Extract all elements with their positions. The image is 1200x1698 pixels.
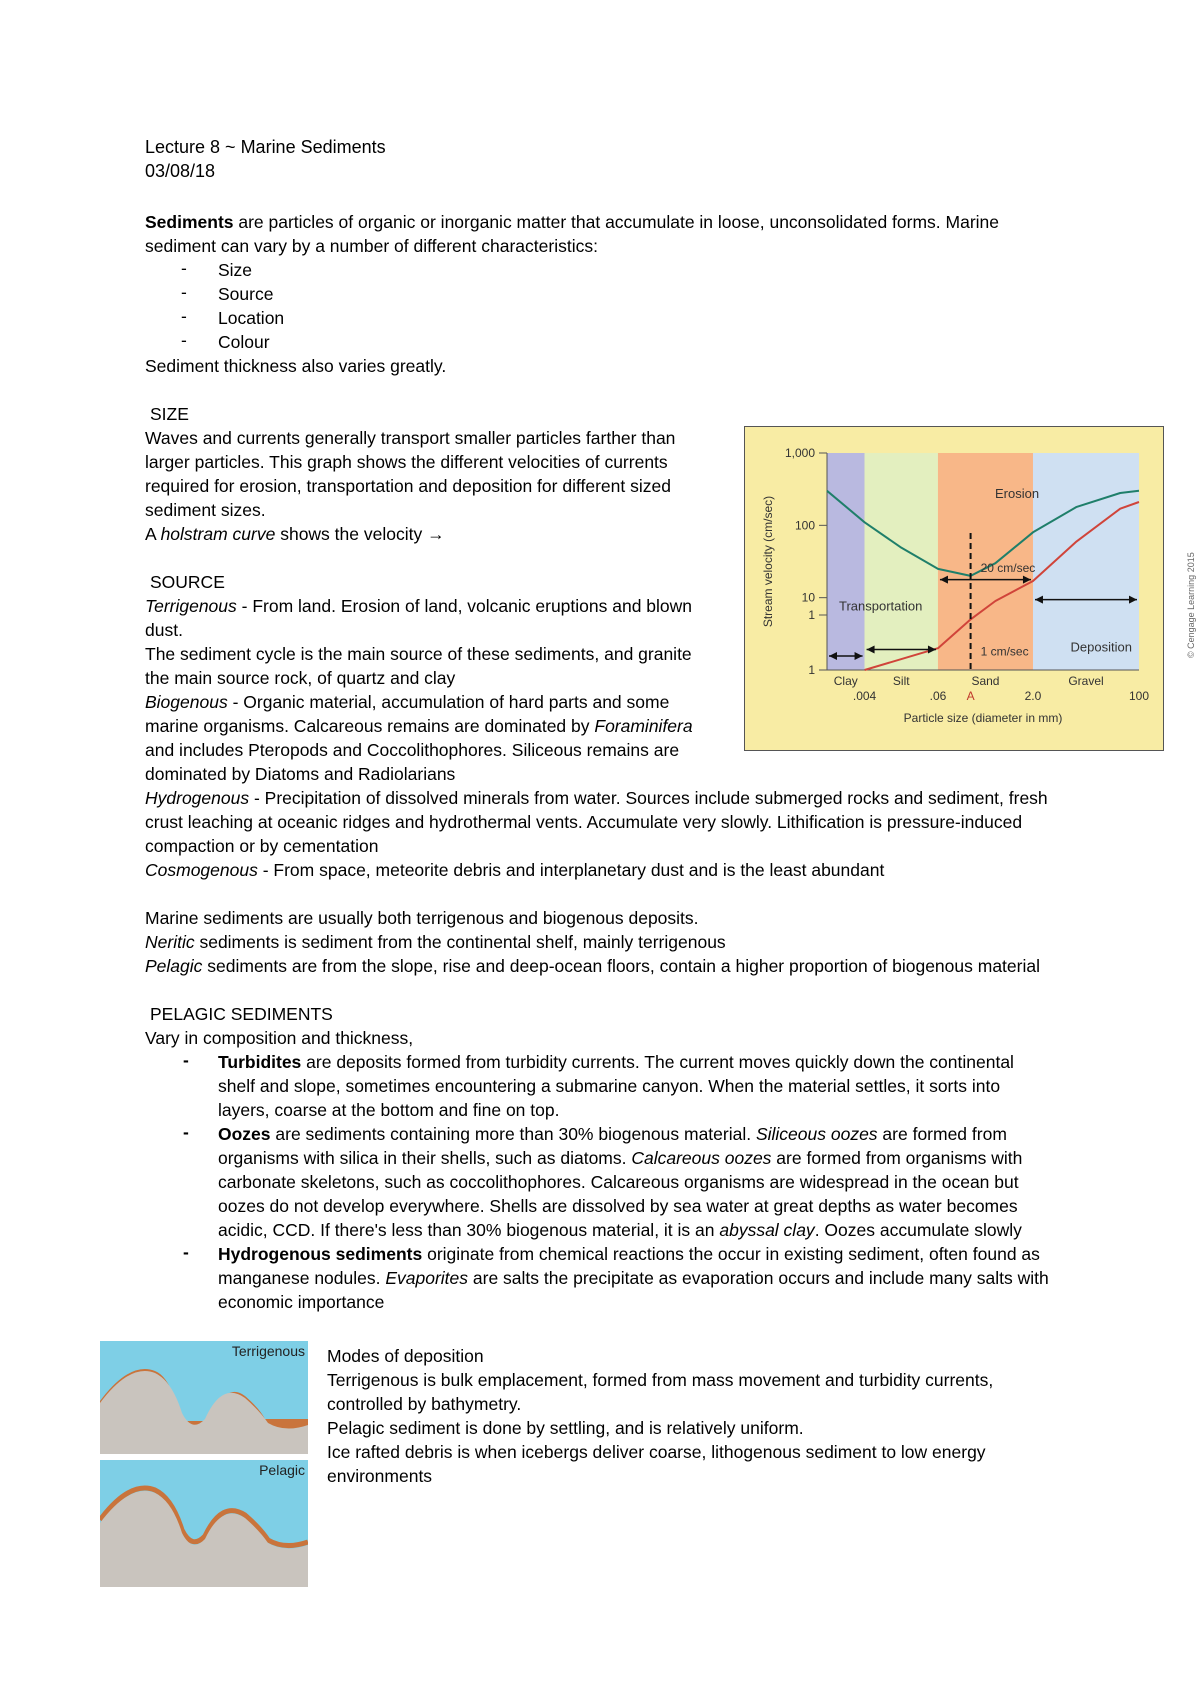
terrigenous-line-1: Terrigenous - From land. Erosion of land, volcanic eruptions and blown (145, 596, 693, 616)
x-tick-label: .06 (929, 689, 947, 703)
list-item: Colour (218, 332, 270, 352)
size-heading: SIZE (150, 404, 189, 424)
bullet-dash: - (183, 1242, 189, 1262)
neritic-line: Neritic sediments is sediment from the continental shelf, mainly terrigenous (145, 932, 726, 952)
intro-line-1: Sediments are particles of organic or inorganic matter that accumulate in loose, unconsolidated forms. Marine (145, 212, 1000, 232)
hydrogenous-line-1: Hydrogenous - Precipitation of dissolved minerals from water. Sources include submerged rocks and sediment, fresh (145, 788, 1048, 808)
annotation-1cm: 1 cm/sec (980, 644, 1029, 659)
x-tick-label: 100 (1128, 689, 1150, 703)
hydrogenous-line-3: compaction or by cementation (145, 836, 379, 856)
y-axis-title: Stream velocity (cm/sec) (761, 495, 775, 628)
hjulstrom-chart (744, 426, 1164, 751)
turbidites-line-2: shelf and slope, sometimes encountering a submarine canyon. When the material settles, it sorts into (218, 1076, 1001, 1096)
deposits-line: Marine sediments are usually both terrigenous and biogenous deposits. (145, 908, 699, 928)
zone-label: Sand (971, 674, 1000, 688)
zone-label: Clay (833, 674, 858, 688)
oozes-line-1: Oozes are sediments containing more than 30% biogenous material. Siliceous oozes are formed from (218, 1124, 1007, 1144)
holstram-term: holstram curve (160, 524, 276, 544)
y-tick-label: 100 (794, 518, 815, 533)
size-line: required for erosion, transportation and deposition for different sized (145, 476, 671, 496)
hydrogenous-sed-line-2: manganese nodules. Evaporites are salts the precipitate as evaporation occurs and include many salts with (218, 1268, 1049, 1288)
pelagic-heading: PELAGIC SEDIMENTS (150, 1004, 333, 1024)
hydrogenous-sed-line-1: Hydrogenous sediments originate from chemical reactions the occur in existing sediment, often found as (218, 1244, 1040, 1264)
zone-label: Silt (892, 674, 910, 688)
x-tick-label: 2.0 (1024, 689, 1042, 703)
oozes-line-3: carbonate skeletons, such as coccolithophores. Calcareous organisms are widespread in the ocean but (218, 1172, 1019, 1192)
holstram-line: A holstram curve shows the velocity → (145, 524, 445, 544)
pelagic-panel (100, 1460, 308, 1587)
terrigenous-line-2: dust. (145, 620, 183, 640)
turbidites-line-1: Turbidites are deposits formed from turbidity currents. The current moves quickly down the continental (218, 1052, 1014, 1072)
size-line: Waves and currents generally transport smaller particles farther than (145, 428, 676, 448)
y-tick-label: 1 (808, 663, 815, 677)
region-label-transportation: Transportation (839, 598, 923, 614)
terrigenous-panel (100, 1341, 308, 1454)
image-credit: © Cengage Learning 2015 (1186, 552, 1196, 658)
biogenous-line-4: dominated by Diatoms and Radiolarians (145, 764, 456, 784)
region-label-deposition: Deposition (1070, 639, 1132, 655)
cycle-line-2: the main source rock, of quartz and clay (145, 668, 456, 688)
sediments-term: Sediments (145, 212, 234, 232)
annotation-a: A (966, 689, 975, 703)
cycle-line-1: The sediment cycle is the main source of these sediments, and granite (145, 644, 692, 664)
thickness-note: Sediment thickness also varies greatly. (145, 356, 447, 376)
intro-line-2: sediment can vary by a number of different characteristics: (145, 236, 598, 256)
oozes-line-4: oozes do not develop everywhere. Shells are dissolved by sea water at great depths as water becomes (218, 1196, 1018, 1216)
modes-line: environments (327, 1466, 433, 1486)
modes-line: controlled by bathymetry. (327, 1394, 522, 1414)
bullet-dash: - (183, 1050, 189, 1070)
bullet-dash: - (181, 282, 187, 302)
region-label-erosion: Erosion (994, 486, 1040, 501)
y-tick-label: 1,000 (784, 446, 815, 460)
zone-label: Gravel (1068, 674, 1104, 688)
zone-clay (827, 453, 865, 670)
list-item: Size (218, 260, 253, 280)
biogenous-line-2: marine organisms. Calcareous remains are dominated by Foraminifera (145, 716, 693, 736)
oozes-line-5: acidic, CCD. If there's less than 30% biogenous material, it is an abyssal clay. Oozes accumulate slowly (218, 1220, 1022, 1240)
list-item: Source (218, 284, 274, 304)
modes-line: Terrigenous is bulk emplacement, formed from mass movement and turbidity currents, (327, 1370, 994, 1390)
modes-line: Pelagic sediment is done by settling, and is relatively uniform. (327, 1418, 804, 1438)
modes-line: Ice rafted debris is when icebergs deliver coarse, lithogenous sediment to low energy (327, 1442, 986, 1462)
hydrogenous-line-2: crust leaching at oceanic ridges and hydrothermal vents. Accumulate very slowly. Lithification is pressure-induced (145, 812, 1023, 832)
y-tick-label: 10 (801, 590, 815, 605)
modes-heading: Modes of deposition (327, 1346, 484, 1366)
bullet-dash: - (181, 258, 187, 278)
size-line: larger particles. This graph shows the different velocities of currents (145, 452, 668, 472)
lecture-date: 03/08/18 (145, 161, 216, 181)
bullet-dash: - (183, 1122, 189, 1142)
pelagic-line: Pelagic sediments are from the slope, rise and deep-ocean floors, contain a higher proportion of biogenous material (145, 956, 1040, 976)
y-tick-label: 1 (808, 608, 815, 622)
bullet-dash: - (181, 330, 187, 350)
pelagic-intro: Vary in composition and thickness, (145, 1028, 414, 1048)
panel-label-pelagic: Pelagic (259, 1462, 305, 1478)
hydrogenous-sed-line-3: economic importance (218, 1292, 385, 1312)
biogenous-line-3: and includes Pteropods and Coccolithophores. Siliceous remains are (145, 740, 680, 760)
cosmogenous-line: Cosmogenous - From space, meteorite debris and interplanetary dust and is the least abundant (145, 860, 885, 880)
source-heading: SOURCE (150, 572, 225, 592)
bullet-dash: - (181, 306, 187, 326)
x-tick-label: .004 (852, 689, 877, 703)
lecture-title: Lecture 8 ~ Marine Sediments (145, 137, 386, 157)
annotation-20cm: 20 cm/sec (980, 560, 1036, 575)
size-line: sediment sizes. (145, 500, 266, 520)
x-axis-title: Particle size (diameter in mm) (903, 711, 1063, 725)
panel-label-terrigenous: Terrigenous (231, 1343, 305, 1359)
turbidites-line-3: layers, coarse at the bottom and fine on top. (218, 1100, 560, 1120)
biogenous-line-1: Biogenous - Organic material, accumulation of hard parts and some (145, 692, 670, 712)
oozes-line-2: organisms with silica in their shells, such as diatoms. Calcareous oozes are formed from organisms with (218, 1148, 1023, 1168)
list-item: Location (218, 308, 285, 328)
zone-gravel (1033, 453, 1139, 670)
